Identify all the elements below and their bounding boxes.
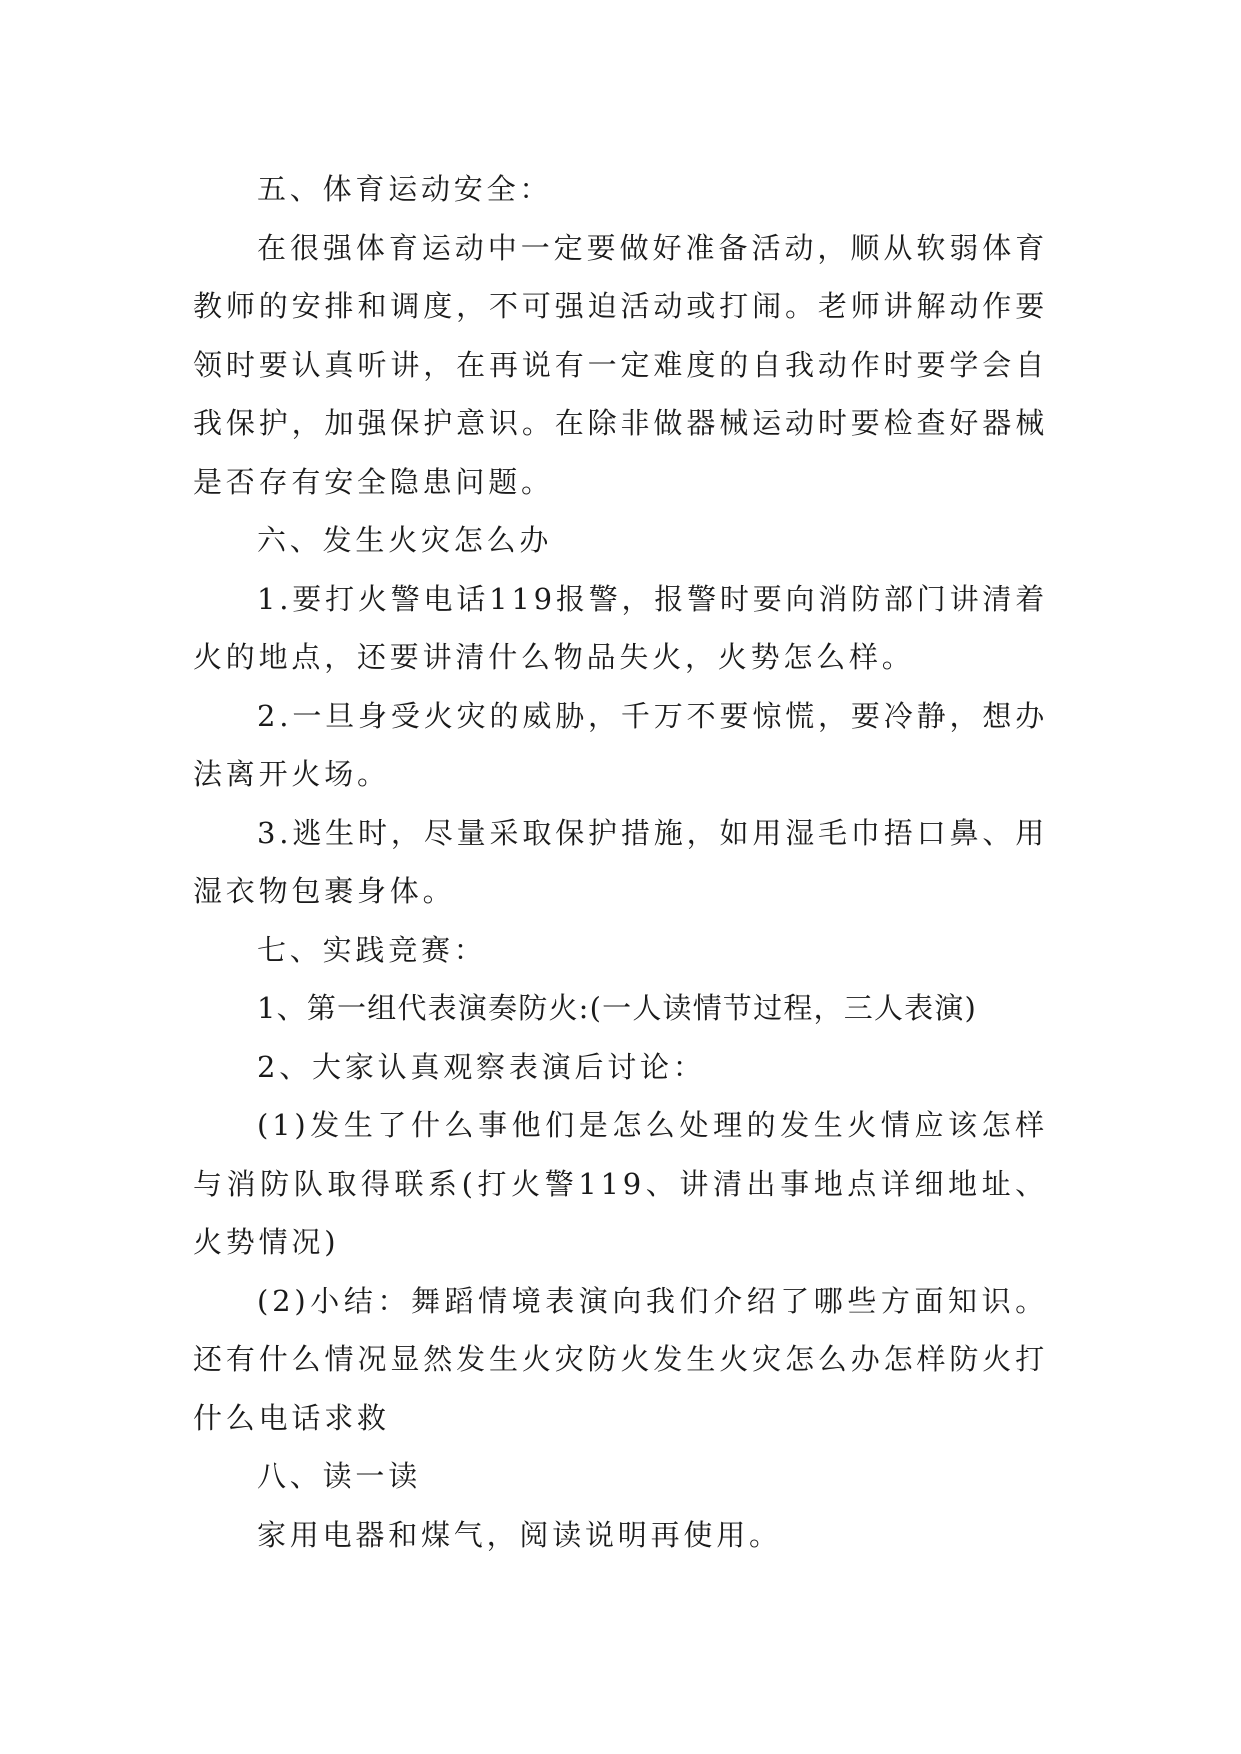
paragraph-discussion-2: (2)小结：舞蹈情境表演向我们介绍了哪些方面知识。还有什么情况显然发生火灾防火发生火灾怎么办怎样防火打什么电话求救 — [193, 1283, 1048, 1435]
section-heading-practice: 七、实践竞赛： — [257, 932, 487, 967]
document-body — [193, 160, 1048, 1564]
paragraph-practice-2: 2、大家认真观察表演后讨论： — [257, 1049, 706, 1084]
section-heading-sports-safety: 五、体育运动安全： — [257, 172, 553, 206]
paragraph-read: 家用电器和煤气，阅读说明再使用。 — [257, 1517, 782, 1552]
paragraph-practice-1: 1、第一组代表演奏防火:(一人读情节过程，三人表演) — [257, 991, 978, 1025]
paragraph-discussion-1: (1)发生了什么事他们是怎么处理的发生火情应该怎样与消防队取得联系(打火警119、讲清出事地点详细地址、火势情况) — [193, 1108, 1048, 1259]
paragraph-fire-step-3: 3.逃生时，尽量采取保护措施，如用湿毛巾捂口鼻、用湿衣物包裹身体。 — [193, 815, 1048, 908]
section-heading-fire: 六、发生火灾怎么办 — [257, 523, 553, 557]
paragraph-fire-step-1: 1.要打火警电话119报警，报警时要向消防部门讲清着火的地点，还要讲清什么物品失火，火势怎么样。 — [193, 581, 1048, 674]
paragraph-fire-step-2: 2.一旦身受火灾的威胁，千万不要惊慌，要冷静，想办法离开火场。 — [193, 698, 1048, 791]
paragraph-sports-safety: 在很强体育运动中一定要做好准备活动，顺从软弱体育教师的安排和调度，不可强迫活动或打闹。老师讲解动作要领时要认真听讲，在再说有一定难度的自我动作时要学会自我保护，加强保护意识。在除非做器械运动时要检查好器械是否存有安全隐患问题。 — [193, 230, 1048, 499]
section-heading-read: 八、读一读 — [257, 1459, 422, 1493]
